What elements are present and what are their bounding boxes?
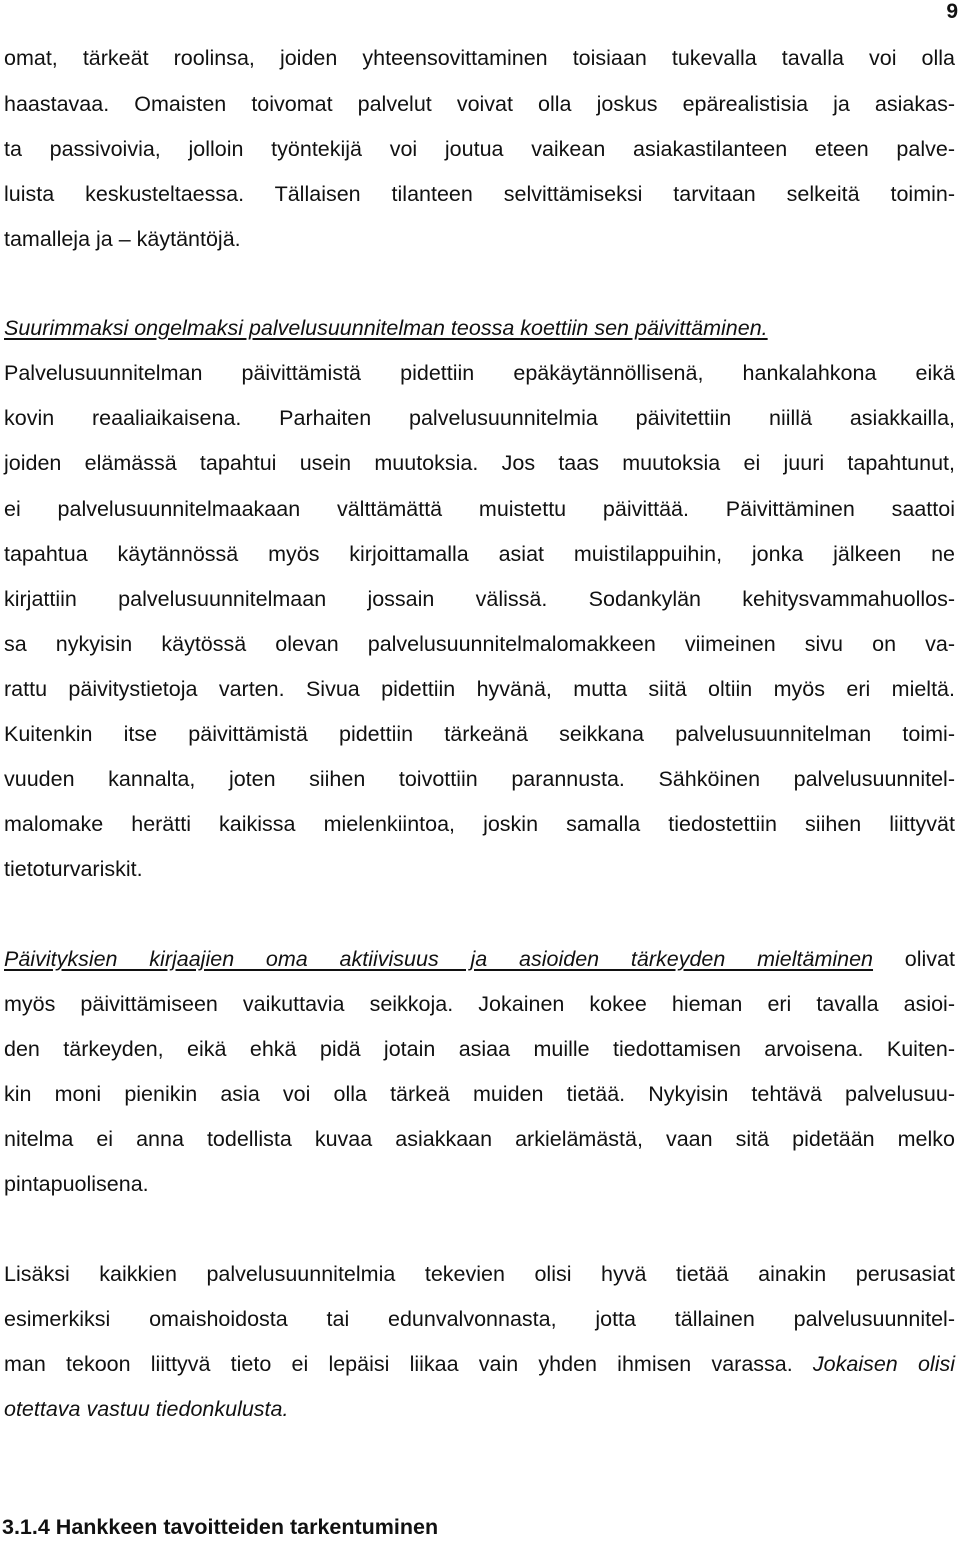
text-line: vuuden kannalta, joten siihen toivottiin parannusta. Sähköinen palvelusuunnitel-	[4, 767, 955, 791]
section-heading: 3.1.4 Hankkeen tavoitteiden tarkentuminen	[2, 1515, 439, 1539]
text-line: tamalleja ja – käytäntöjä.	[4, 227, 241, 251]
text-line: esimerkiksi omaishoidosta tai edunvalvonnasta, jotta tällainen palvelusuunnitel-	[4, 1307, 955, 1331]
text-line: sa nykyisin käytössä olevan palvelusuunnitelmalomakkeen viimeinen sivu on va-	[4, 632, 955, 656]
text-line: den tärkeyden, eikä ehkä pidä jotain asiaa muille tiedottamisen arvoisena. Kuiten-	[4, 1037, 955, 1061]
text-line: ei palvelusuunnitelmaakaan välttämättä muistettu päivittää. Päivittäminen saattoi	[4, 497, 955, 521]
text-line: kovin reaaliaikaisena. Parhaiten palvelusuunnitelmia päivitettiin niillä asiakkailla,	[4, 406, 955, 430]
text-line: Palvelusuunnitelman päivittämistä pidettiin epäkäytännöllisenä, hankalahkona eikä	[4, 361, 955, 385]
text-line: tapahtua käytännössä myös kirjoittamalla asiat muistilappuihin, jonka jälkeen ne	[4, 542, 955, 566]
text-line: Lisäksi kaikkien palvelusuunnitelmia tekevien olisi hyvä tietää ainakin perusasiat	[4, 1262, 955, 1286]
text-line: ta passivoivia, jolloin työntekijä voi joutua vaikean asiakastilanteen eteen palve-	[4, 137, 955, 161]
emphasis-span: Jokaisen olisi	[812, 1352, 955, 1376]
text-line: Päivityksien kirjaajien oma aktiivisuus ja asioiden tärkeyden mieltäminen olivat	[4, 947, 955, 971]
text-line: malomake herätti kaikissa mielenkiintoa, joskin samalla tiedostettiin siihen liittyvät	[4, 812, 955, 836]
text-line: Kuitenkin itse päivittämistä pidettiin tärkeänä seikkana palvelusuunnitelman toimi-	[4, 722, 955, 746]
text-line: nitelma ei anna todellista kuvaa asiakkaan arkielämästä, vaan sitä pidetään melko	[4, 1127, 955, 1151]
text-line: omat, tärkeät roolinsa, joiden yhteensovittaminen toisiaan tukevalla tavalla voi olla	[4, 46, 955, 70]
emphasis-span: Päivityksien kirjaajien oma aktiivisuus ja asioiden tärkeyden mieltäminen	[4, 947, 874, 971]
text-line: kin moni pienikin asia voi olla tärkeä muiden tietää. Nykyisin tehtävä palvelusuu-	[4, 1082, 955, 1106]
text-line: rattu päivitystietoja varten. Sivua pidettiin hyvänä, mutta siitä oltiin myös eri mieltä.	[4, 677, 955, 701]
text-line: haastavaa. Omaisten toivomat palvelut voivat olla joskus epärealistisia ja asiakas-	[4, 92, 955, 116]
emphasis-line: otettava vastuu tiedonkulusta.	[4, 1397, 289, 1421]
text-line: joiden elämässä tapahtui usein muutoksia. Jos taas muutoksia ei juuri tapahtunut,	[4, 451, 955, 475]
text-line: luista keskusteltaessa. Tällaisen tilanteen selvittämiseksi tarvitaan selkeitä toimin-	[4, 182, 955, 206]
text-line: man tekoon liittyvä tieto ei lepäisi liikaa vain yhden ihmisen varassa. Jokaisen olisi	[4, 1352, 955, 1376]
page-number: 9	[946, 0, 958, 23]
text-line: tietoturvariskit.	[4, 857, 143, 881]
text-line: kirjattiin palvelusuunnitelmaan jossain välissä. Sodankylän kehitysvammahuollos-	[4, 587, 955, 611]
text-line: pintapuolisena.	[4, 1172, 149, 1196]
emphasis-line: Suurimmaksi ongelmaksi palvelusuunnitelman teossa koettiin sen päivittäminen.	[4, 316, 768, 340]
text-line: myös päivittämiseen vaikuttavia seikkoja. Jokainen kokee hieman eri tavalla asioi-	[4, 992, 955, 1016]
